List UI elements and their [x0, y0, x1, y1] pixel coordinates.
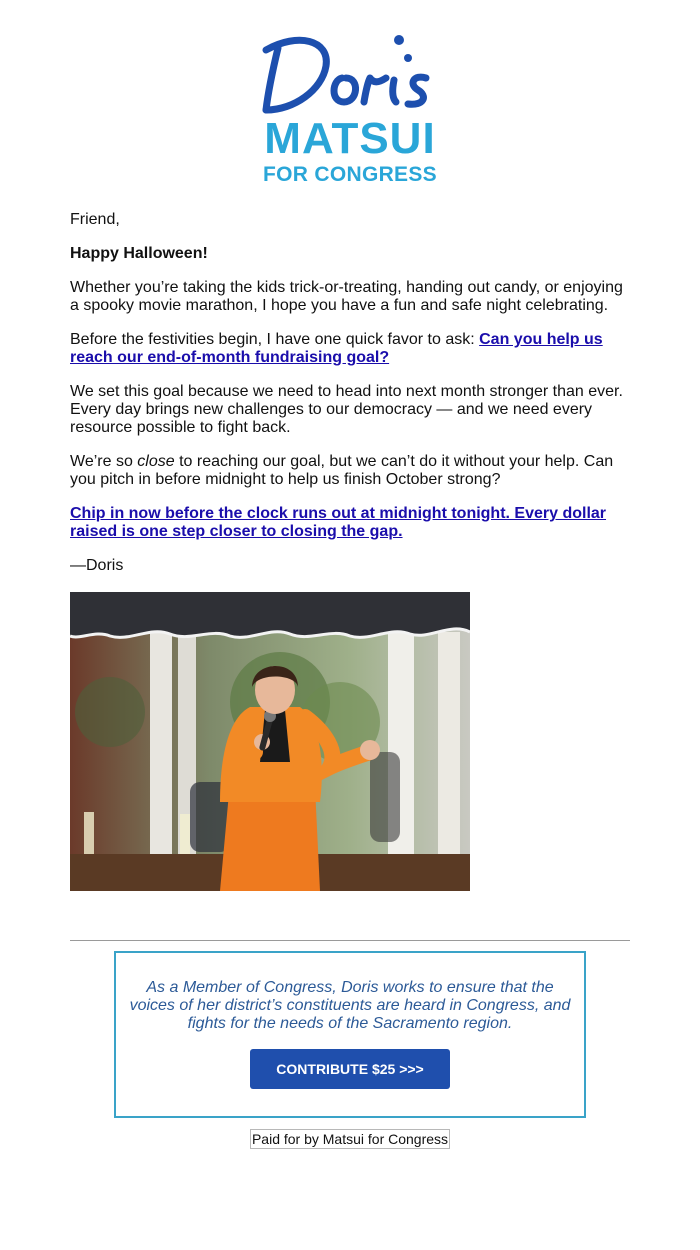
paragraph-2-text: Before the festivities begin, I have one quick favor to ask:: [70, 331, 480, 348]
fundraising-goal-link[interactable]: Can you help us reach our end-of-month fundraising goal?: [70, 331, 603, 366]
doris-script-logo: [258, 28, 442, 118]
paragraph-4-emphasis: close: [137, 453, 175, 470]
photo-illustration: [70, 592, 470, 891]
paid-for-disclaimer: Paid for by Matsui for Congress: [251, 1131, 449, 1147]
contribute-button[interactable]: CONTRIBUTE $25 >>>: [250, 1049, 450, 1089]
campaign-logo: [258, 28, 442, 190]
paragraph-3: We set this goal because we need to head into next month stronger than ever. Every day brings new challenges to our democracy — and we need every resource possible to fight back.: [70, 383, 623, 436]
headline: [70, 245, 630, 263]
paragraph-4: [70, 453, 630, 489]
paragraph-2: [70, 331, 630, 367]
logo-matsui-text: MATSUI: [264, 114, 436, 163]
paragraph-1: Whether you’re taking the kids trick-or-treating, handing out candy, or enjoying a spooky movie marathon, I hope you have a fun and safe night celebrating.: [70, 279, 623, 314]
cta-paragraph: [70, 505, 630, 541]
section-divider: [70, 940, 630, 941]
contribution-box: [114, 951, 586, 1118]
chip-in-link[interactable]: Chip in now before the clock runs out at midnight tonight. Every dollar raised is one step closer to closing the gap.: [70, 505, 607, 540]
logo-for-congress-text: FOR CONGRESS: [263, 163, 437, 186]
paragraph-4-before: We’re so: [70, 453, 138, 470]
email-body: [70, 211, 630, 591]
paragraph-4-after: to reaching our goal, but we can’t do it without your help. Can you pitch in before midnight to help us finish October strong?: [70, 453, 614, 488]
candidate-photo[interactable]: [70, 592, 470, 891]
headline-text: Happy Halloween!: [70, 245, 208, 262]
member-message: As a Member of Congress, Doris works to ensure that the voices of her district’s constituents are heard in Congress, and fights for the needs of the Sacramento region.: [129, 979, 571, 1032]
signature: —Doris: [70, 557, 124, 574]
greeting: Friend,: [70, 211, 120, 228]
